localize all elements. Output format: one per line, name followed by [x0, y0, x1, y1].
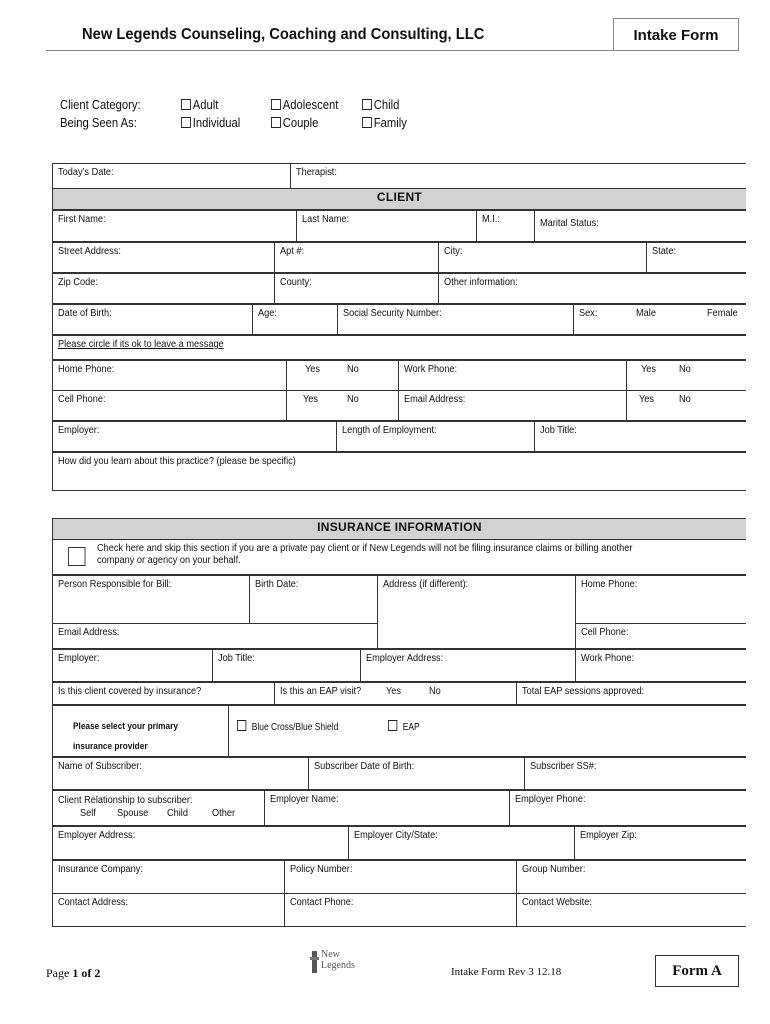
home-phone-field[interactable]: Home Phone: — [53, 361, 287, 391]
contact-website-field[interactable]: Contact Website: — [517, 894, 747, 927]
insurance-row-relationship — [52, 790, 746, 826]
insurance-section-header: INSURANCE INFORMATION — [53, 519, 747, 540]
checkbox-icon[interactable] — [271, 99, 281, 110]
street-address-field[interactable]: Street Address: — [53, 243, 275, 273]
city-field[interactable]: City: — [439, 243, 647, 273]
work-phone-message-options[interactable]: Yes No — [627, 361, 747, 391]
client-row-zip — [52, 273, 746, 304]
contact-address-field[interactable]: Contact Address: — [53, 894, 285, 927]
cell-phone-field[interactable]: Cell Phone: — [53, 391, 287, 421]
new-legends-logo — [310, 949, 376, 977]
insurance-row-coverage — [52, 682, 746, 705]
client-section-header: CLIENT — [53, 189, 747, 210]
other-information-field[interactable]: Other information: — [439, 274, 747, 304]
option-family[interactable]: Family — [362, 116, 407, 130]
employer-name-field[interactable]: Employer Name: — [265, 791, 510, 826]
checkbox-icon[interactable] — [271, 117, 281, 128]
date-of-birth-field[interactable]: Date of Birth: — [53, 305, 253, 335]
organization-title: New Legends Counseling, Coaching and Consulting, LLC — [82, 26, 485, 43]
mi-field[interactable]: M.I.: — [477, 211, 535, 242]
eap-visit-field[interactable]: Is this an EAP visit? Yes No — [275, 683, 517, 705]
circle-message-note: Please circle if its ok to leave a message — [53, 336, 747, 360]
birth-date-field[interactable]: Birth Date: — [250, 576, 378, 624]
group-number-field[interactable]: Group Number: — [517, 861, 747, 894]
primary-insurance-label: Please select your primary insurance provider — [53, 706, 229, 757]
state-field[interactable]: State: — [647, 243, 747, 273]
employer-field[interactable]: Employer: — [53, 422, 337, 452]
primary-insurance-options — [229, 706, 747, 757]
page-number: Page 1 of 2 — [46, 966, 101, 980]
option-individual[interactable]: Individual — [181, 116, 240, 130]
age-field[interactable]: Age: — [253, 305, 338, 335]
insurance-row-employer — [52, 649, 746, 682]
option-adolescent[interactable]: Adolescent — [271, 98, 338, 112]
covered-by-insurance-field[interactable]: Is this client covered by insurance? — [53, 683, 275, 705]
client-row-employer — [52, 421, 746, 452]
checkbox-icon[interactable] — [237, 720, 246, 731]
sex-option-female[interactable]: Female — [707, 308, 738, 319]
client-row-dob — [52, 304, 746, 335]
insurance-row-person — [52, 575, 746, 649]
home-phone-field[interactable]: Home Phone: — [576, 576, 747, 624]
therapist-field[interactable]: Therapist: — [291, 164, 747, 189]
form-name-box — [613, 18, 739, 51]
logo-text-line1: New — [321, 949, 340, 960]
subscriber-dob-field[interactable]: Subscriber Date of Birth: — [309, 758, 525, 790]
checkbox-icon[interactable] — [181, 117, 191, 128]
work-phone-field[interactable]: Work Phone: — [576, 650, 747, 682]
eap-sessions-field[interactable]: Total EAP sessions approved: — [517, 683, 747, 705]
checkbox-icon[interactable] — [362, 117, 372, 128]
form-label-box — [655, 955, 739, 987]
checkbox-icon[interactable] — [388, 720, 397, 731]
ssn-field[interactable]: Social Security Number: — [338, 305, 574, 335]
insurance-company-field[interactable]: Insurance Company: — [53, 861, 285, 894]
insurance-table — [52, 518, 746, 927]
job-title-field[interactable]: Job Title: — [213, 650, 361, 682]
being-seen-as-label: Being Seen As: — [60, 116, 137, 130]
subscriber-name-field[interactable]: Name of Subscriber: — [53, 758, 309, 790]
insurance-header — [52, 518, 746, 575]
checkbox-icon[interactable] — [362, 99, 372, 110]
client-relationship-field[interactable]: Client Relationship to subscriber: Self Spouse Child Other — [53, 791, 265, 826]
cell-phone-message-options[interactable]: Yes No — [287, 391, 399, 421]
contact-phone-field[interactable]: Contact Phone: — [285, 894, 517, 927]
client-category-label: Client Category: — [60, 98, 141, 112]
client-row-learn — [52, 452, 746, 491]
employer-field[interactable]: Employer: — [53, 650, 213, 682]
sex-field[interactable]: Sex: Male Female — [574, 305, 747, 335]
form-label: Form A — [672, 962, 722, 979]
client-row-date — [52, 163, 746, 210]
learn-about-practice-field[interactable]: How did you learn about this practice? (please be specific) — [53, 453, 747, 491]
email-address-field[interactable]: Email Address: — [53, 624, 378, 649]
client-row-name — [52, 210, 746, 242]
employer-address-field[interactable]: Employer Address: — [53, 827, 349, 860]
logo-emblem-icon — [310, 949, 320, 975]
form-name: Intake Form — [633, 26, 719, 44]
todays-date-field[interactable]: Today’s Date: — [53, 164, 291, 189]
length-of-employment-field[interactable]: Length of Employment: — [337, 422, 535, 452]
address-different-field[interactable]: Address (if different): — [378, 576, 576, 649]
apt-field[interactable]: Apt #: — [275, 243, 439, 273]
option-adult[interactable]: Adult — [181, 98, 218, 112]
person-responsible-field[interactable]: Person Responsible for Bill: — [53, 576, 250, 624]
logo-text-line2: Legends — [321, 960, 355, 971]
insurance-row-subscriber — [52, 757, 746, 790]
employer-address-field[interactable]: Employer Address: — [361, 650, 576, 682]
employer-zip-field[interactable]: Employer Zip: — [575, 827, 747, 860]
county-field[interactable]: County: — [275, 274, 439, 304]
skip-insurance-checkbox[interactable] — [68, 547, 85, 566]
checkbox-icon[interactable] — [181, 99, 191, 110]
option-child[interactable]: Child — [362, 98, 399, 112]
marital-status-field[interactable]: Marital Status: — [535, 211, 747, 242]
form-revision: Intake Form Rev 3 12.18 — [451, 966, 562, 978]
sex-option-male[interactable]: Male — [636, 308, 656, 319]
client-row-note — [52, 335, 746, 360]
insurance-row-company — [52, 860, 746, 927]
option-eap[interactable]: EAP — [388, 720, 421, 733]
job-title-field[interactable]: Job Title: — [535, 422, 747, 452]
last-name-field[interactable]: Last Name: — [297, 211, 477, 242]
home-phone-message-options[interactable]: Yes No — [287, 361, 399, 391]
insurance-row-employer-address — [52, 826, 746, 860]
client-row-address — [52, 242, 746, 273]
skip-insurance-row: Check here and skip this section if you are a private pay client or if New Legends will not be filing insurance claims or billing another company or agency on your behalf. — [53, 540, 747, 575]
subscriber-ss-field[interactable]: Subscriber SS#: — [525, 758, 747, 790]
zip-code-field[interactable]: Zip Code: — [53, 274, 275, 304]
email-address-field[interactable]: Email Address: — [399, 391, 627, 421]
client-table — [52, 163, 746, 491]
client-row-phones — [52, 360, 746, 421]
employer-phone-field[interactable]: Employer Phone: — [510, 791, 747, 826]
email-message-options[interactable]: Yes No — [627, 391, 747, 421]
insurance-row-primary — [52, 705, 746, 757]
option-couple[interactable]: Couple — [271, 116, 318, 130]
first-name-field[interactable]: First Name: — [53, 211, 297, 242]
employer-city-state-field[interactable]: Employer City/State: — [349, 827, 575, 860]
work-phone-field[interactable]: Work Phone: — [399, 361, 627, 391]
cell-phone-field[interactable]: Cell Phone: — [576, 624, 747, 649]
policy-number-field[interactable]: Policy Number: — [285, 861, 517, 894]
option-blue-cross[interactable]: Blue Cross/Blue Shield — [237, 720, 346, 733]
